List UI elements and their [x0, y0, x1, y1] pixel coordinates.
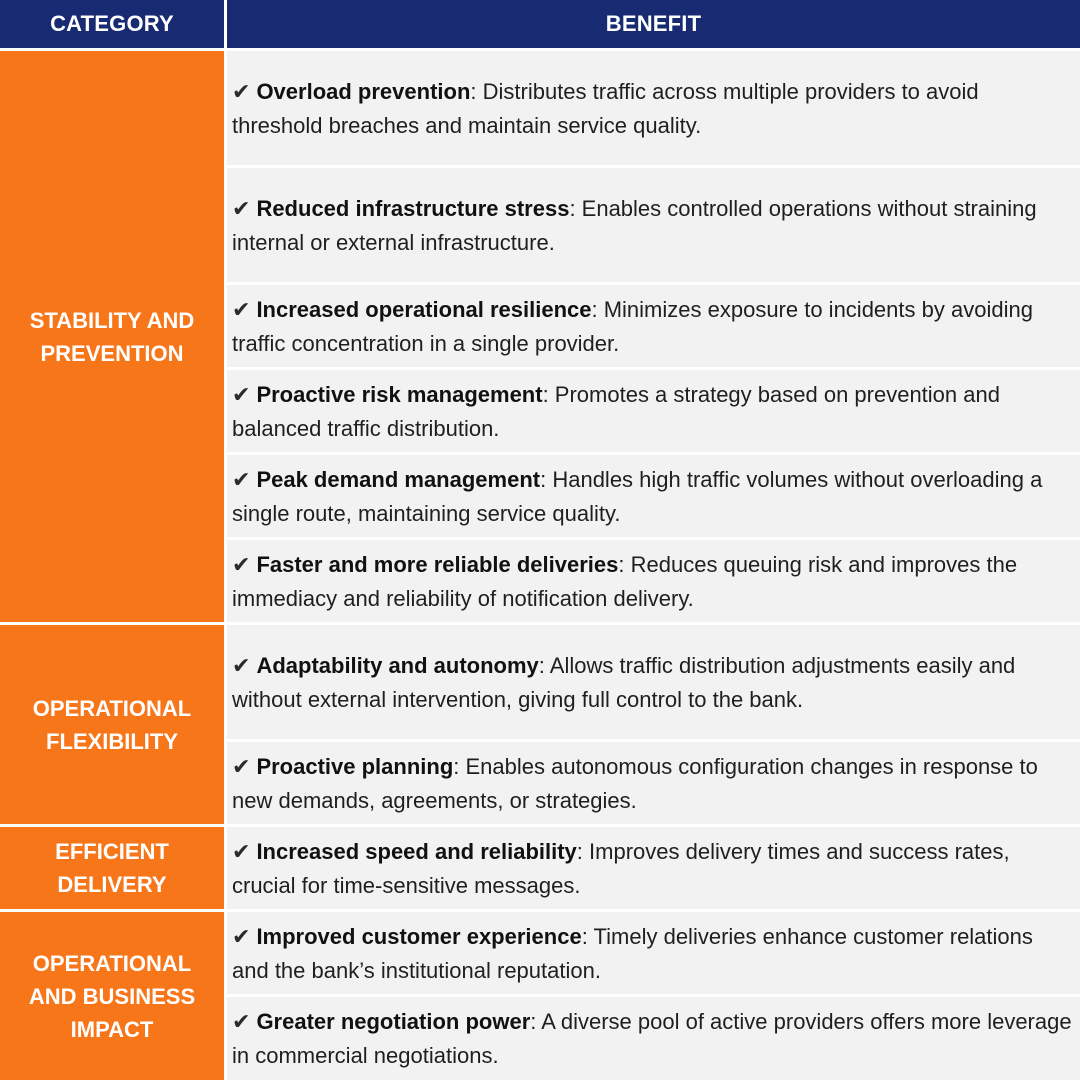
benefit-term: Improved customer experience [256, 923, 582, 949]
benefit-description: : Reduces queuing risk and improves the immediacy and reliability of notification delivery. [232, 551, 1018, 611]
benefit-term: Increased operational resilience [256, 296, 592, 322]
benefit-description: : Minimizes exposure to incidents by avoiding traffic concentration in a single provider. [232, 296, 1033, 356]
benefit-row [227, 997, 1080, 1080]
benefit-column-header: BENEFIT [227, 0, 1080, 48]
benefit-description: : Improves delivery times and success rates, crucial for time-sensitive messages. [232, 838, 1010, 898]
benefit-row [227, 168, 1080, 282]
benefit-row [227, 912, 1080, 994]
benefit-row [227, 827, 1080, 909]
benefit-row [227, 370, 1080, 452]
benefit-term: Proactive risk management [256, 381, 543, 407]
check-icon: ✔ [232, 1010, 251, 1035]
check-icon: ✔ [232, 79, 251, 105]
benefit-row [227, 540, 1080, 622]
benefit-description: : Timely deliveries enhance customer relations and the bank’s institutional reputation. [232, 923, 1033, 983]
check-icon: ✔ [232, 839, 251, 865]
benefit-term: Adaptability and autonomy [256, 652, 539, 678]
benefit-row [227, 285, 1080, 367]
benefit-description: : Allows traffic distribution adjustments easily and without external intervention, giving full control to the bank. [232, 652, 1016, 712]
check-icon: ✔ [232, 382, 251, 408]
category-cell-delivery [0, 827, 224, 909]
benefit-description: : Distributes traffic across multiple providers to avoid threshold breaches and maintain service quality. [232, 78, 979, 138]
benefit-description: : Promotes a strategy based on prevention and balanced traffic distribution. [232, 381, 1000, 441]
benefit-term: Greater negotiation power [256, 1009, 531, 1034]
benefit-row [227, 455, 1080, 537]
benefit-term: Reduced infrastructure stress [256, 195, 570, 221]
check-icon: ✔ [232, 653, 251, 679]
benefit-term: Faster and more reliable deliveries [256, 551, 619, 577]
benefit-term: Peak demand management [256, 466, 541, 492]
check-icon: ✔ [232, 297, 251, 323]
category-label: OPERATIONAL AND BUSINESS IMPACT [28, 950, 196, 1042]
benefit-description: : Enables controlled operations without straining internal or external infrastructure. [232, 195, 1037, 255]
check-icon: ✔ [232, 196, 251, 222]
benefit-description: : Enables autonomous configuration changes in response to new demands, agreements, or strategies. [232, 753, 1038, 813]
check-icon: ✔ [232, 467, 251, 493]
check-icon: ✔ [232, 552, 251, 578]
benefit-description: : Handles high traffic volumes without overloading a single route, maintaining service quality. [232, 466, 1043, 526]
benefit-row [227, 51, 1080, 165]
category-cell-flexibility [0, 625, 224, 824]
benefit-term: Increased speed and reliability [256, 838, 577, 864]
benefit-term: Overload prevention [256, 78, 471, 104]
check-icon: ✔ [232, 754, 251, 780]
check-icon: ✔ [232, 924, 251, 950]
benefit-row [227, 742, 1080, 824]
benefit-description: : A diverse pool of active providers offers more leverage in commercial negotiations. [232, 1009, 1072, 1068]
benefit-term: Proactive planning [256, 753, 454, 779]
category-label: EFFICIENT DELIVERY [55, 839, 169, 897]
category-cell-impact [0, 912, 224, 1080]
category-cell-stability [0, 51, 224, 622]
category-label: OPERATIONAL FLEXIBILITY [32, 695, 192, 754]
benefit-row [227, 625, 1080, 739]
category-label: STABILITY AND PREVENTION [29, 307, 195, 366]
category-column-header: CATEGORY [0, 0, 224, 48]
